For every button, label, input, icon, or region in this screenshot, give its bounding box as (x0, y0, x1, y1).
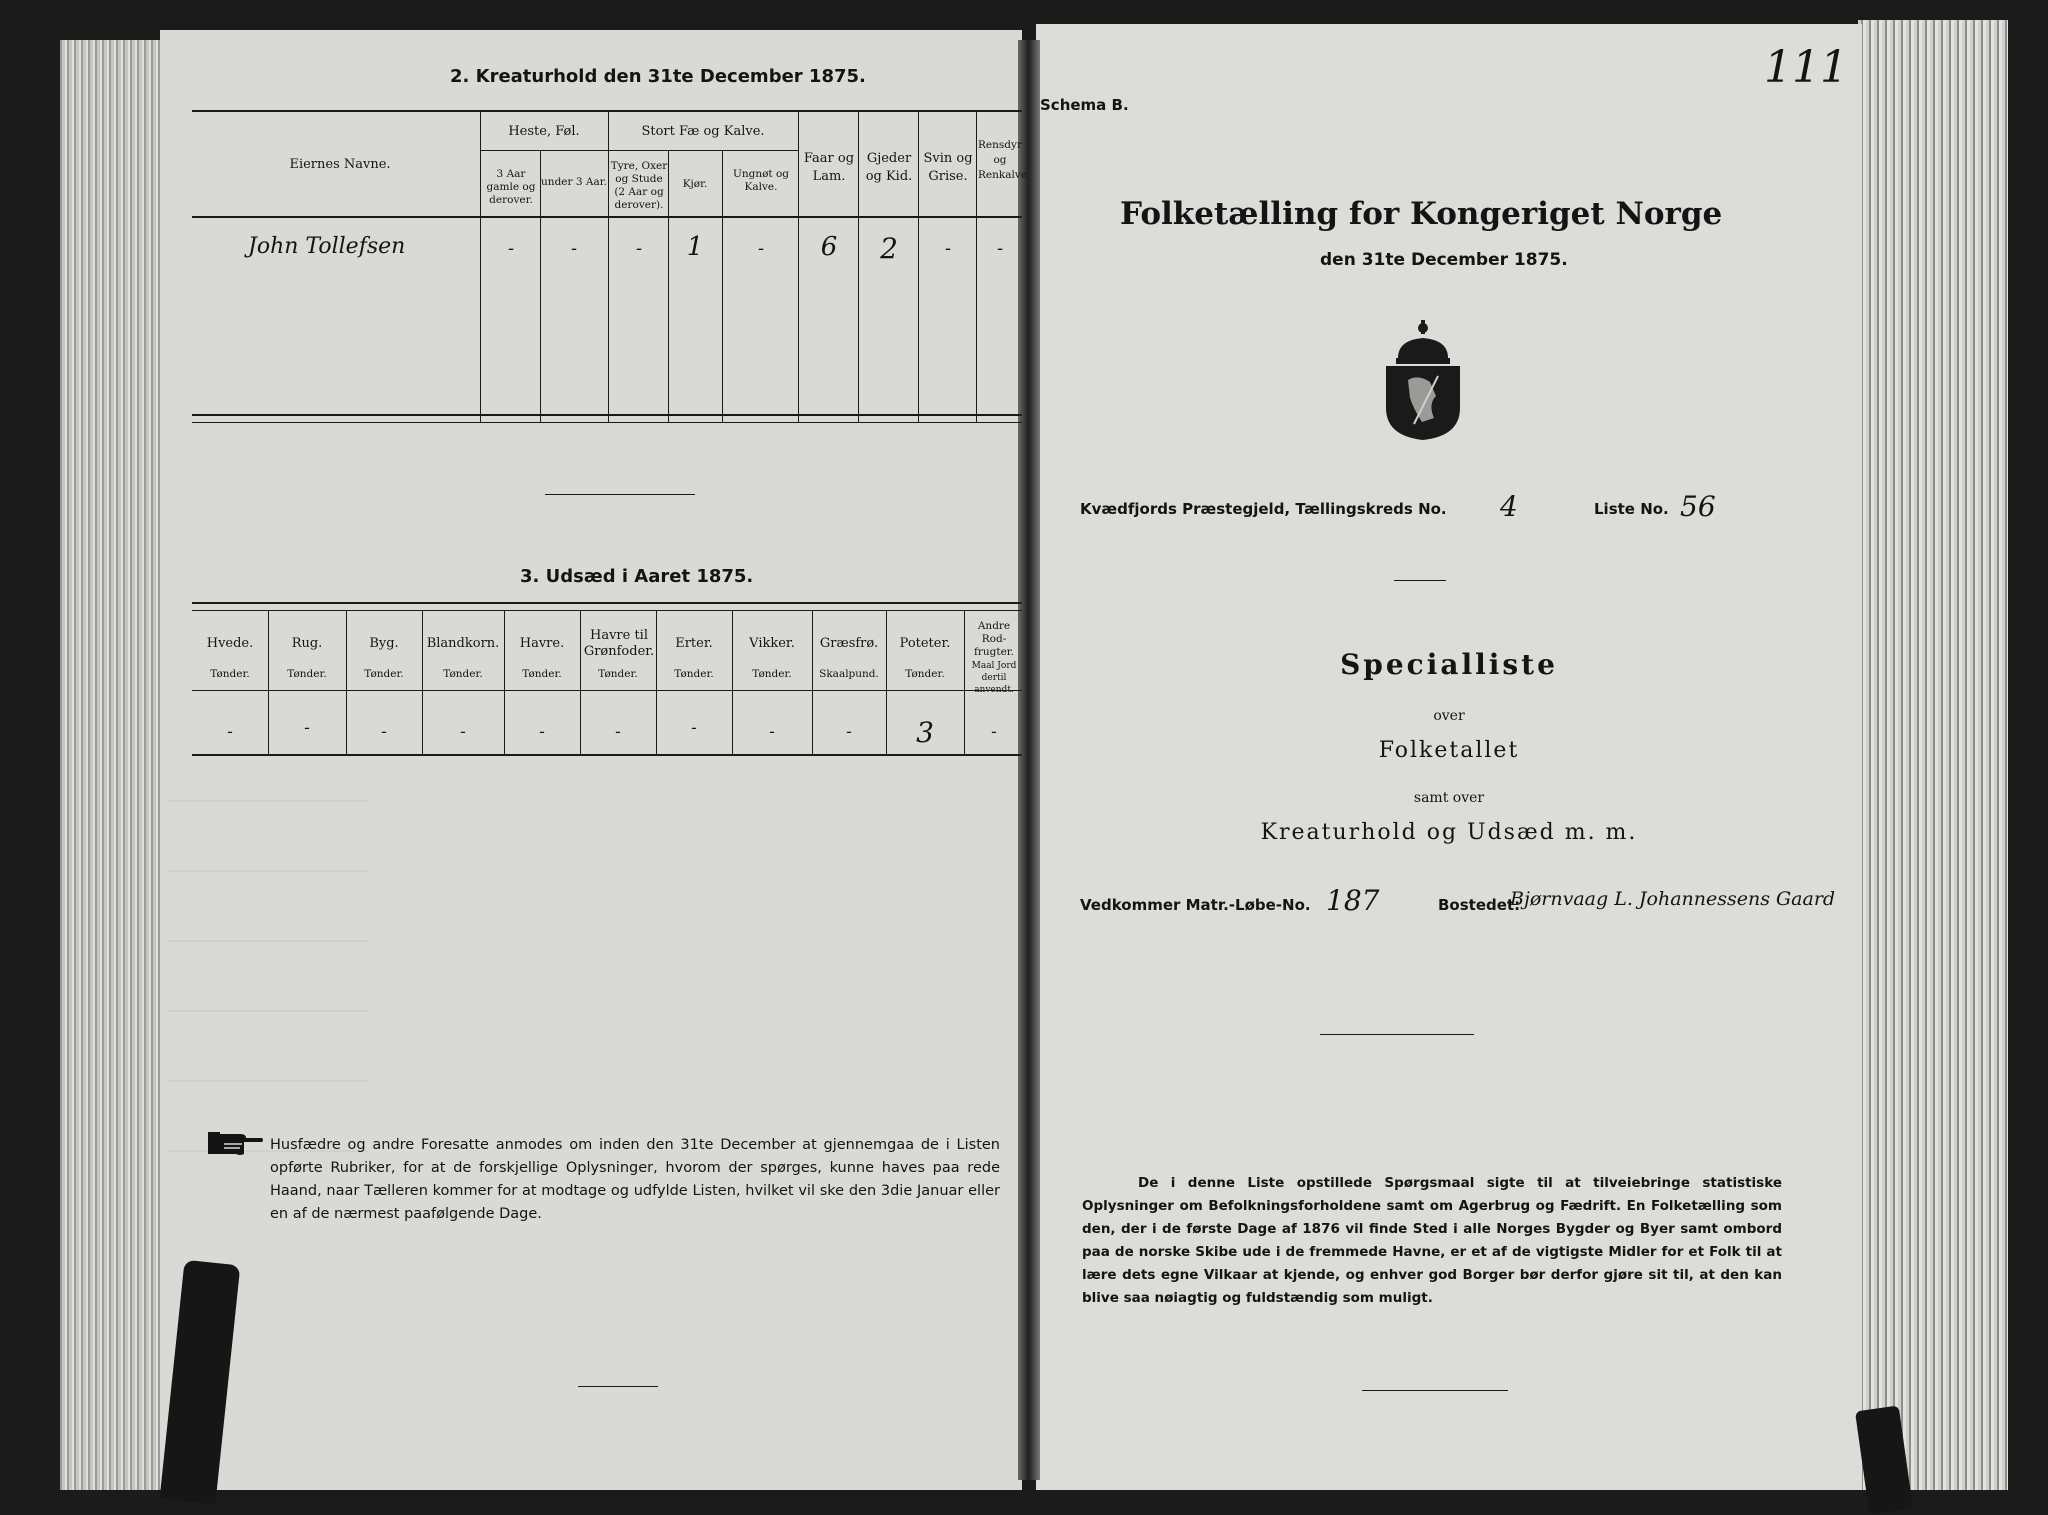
sowing-col-name: Hvede. (206, 636, 254, 651)
book-edge-left (60, 40, 164, 1490)
sowing-value: - (304, 718, 310, 738)
sowing-col-name: Havre til Grønfoder. (583, 628, 655, 659)
footer-note: De i denne Liste opstillede Spørgsmaal sigte til at tilveiebringe statistiske Oplysninger om Befolkningsforholdene samt om Agerbrug og Fædrift. En Folketælling som den, der i de første Dage af 1876 vil finde Sted i alle Norges Bygder og Byer samt ombord paa de norske Skibe ude i de fremmede Havne, er et af de vigtigste Midler for et Folk til at lære dets egne Vilkaar at kjende, og enhver god Borger bør derfor gjøre sit til, at den kan blive saa nøiagtig og fuldstændig som muligt. (1082, 1175, 1782, 1306)
sowing-value: - (227, 722, 233, 742)
livestock-value: - (944, 238, 952, 259)
kjor-header: Kjør. (682, 178, 708, 190)
coat-of-arms-icon (1378, 318, 1468, 442)
bosted-value: Bjørnvaag L. Johannessens Gaard (1510, 888, 1836, 910)
sowing-value: - (846, 722, 852, 742)
sowing-col-name: Græsfrø. (819, 636, 879, 651)
sowing-col-unit: Tønder. (210, 668, 250, 680)
faar-header: Faar og Lam. (803, 151, 855, 184)
page-number: 111 (1764, 42, 1848, 93)
livestock-value: 2 (880, 232, 898, 265)
separator (1394, 580, 1446, 581)
livestock-value: - (996, 238, 1004, 259)
section3-title: 3. Udsæd i Aaret 1875. (520, 566, 754, 587)
folketallet-heading: Folketallet (1378, 738, 1520, 763)
gjeder-header: Gjeder og Kid. (865, 151, 913, 184)
livestock-value: 1 (686, 232, 704, 262)
livestock-value: - (757, 238, 765, 259)
census-date: den 31te December 1875. (1320, 250, 1568, 270)
liste-number: 56 (1680, 490, 1716, 523)
sowing-col-unit: Tønder. (598, 668, 638, 680)
sowing-col-name: Vikker. (749, 636, 795, 651)
stort-group-header: Stort Fæ og Kalve. (641, 124, 765, 139)
schema-label: Schema B. (1040, 96, 1129, 114)
sowing-value: - (769, 722, 775, 742)
sowing-col-name: Blandkorn. (426, 636, 500, 651)
book-edge-right (1858, 20, 2008, 1490)
livestock-value: 6 (820, 232, 838, 262)
matr-number: 187 (1326, 884, 1380, 917)
samt-over-text: samt over (1413, 790, 1485, 806)
sowing-col-unit: Tønder. (443, 668, 483, 680)
district-number: 4 (1500, 490, 1518, 523)
sowing-col-unit: Tønder. (674, 668, 714, 680)
sowing-col-unit: Maal Jord dertil anvendt. (971, 661, 1017, 695)
livestock-value: - (570, 238, 578, 259)
sowing-value: 3 (916, 716, 934, 749)
sowing-value: - (991, 722, 997, 742)
household-notice: Husfædre og andre Foresatte anmodes om inden den 31te December at gjennemgaa de i Listen opførte Rubriker, for at de forskjellige Oplysninger, hvorom der spørges, kunne haves paa rede Haand, naar Tælleren kommer for at modtage og udfylde Listen, hvilket vil ske den 3die Januar eller en af de nærmest paafølgende Dage. (270, 1137, 1000, 1222)
sowing-col-name: Poteter. (899, 636, 951, 651)
kreaturhold-heading: Kreaturhold og Udsæd m. m. (1260, 820, 1638, 845)
sowing-col-name: Andre Rod-frugter. (973, 620, 1015, 658)
separator (578, 1386, 658, 1387)
owner-name-value: John Tollefsen (248, 234, 406, 259)
sowing-col-unit: Tønder. (905, 668, 945, 680)
sowing-col-name: Erter. (675, 636, 713, 651)
heste-3aar-header: 3 Aar gamle og derover. (486, 168, 536, 206)
sowing-value: - (615, 722, 621, 742)
district-prefix: Kvædfjords Præstegjeld, Tællingskreds No. (1080, 500, 1447, 518)
section2-title: 2. Kreaturhold den 31te December 1875. (450, 66, 866, 87)
separator (545, 494, 695, 495)
rensdyr-header: Rensdyr og Renkalve (978, 139, 1028, 181)
heste-group-header: Heste, Føl. (508, 124, 580, 139)
specialliste-heading: Specialliste (1340, 648, 1558, 681)
sowing-col-name: Byg. (369, 636, 399, 651)
heste-under3-header: under 3 Aar. (541, 176, 607, 188)
separator (1362, 1390, 1508, 1391)
tyre-header: Tyre, Oxer og Stude (2 Aar og derover). (610, 160, 668, 211)
sowing-value: - (381, 722, 387, 742)
bosted-label: Bostedet: (1438, 896, 1521, 914)
sowing-value: - (691, 718, 697, 738)
ungnot-header: Ungnøt og Kalve. (732, 168, 790, 193)
sowing-col-unit: Tønder. (287, 668, 327, 680)
sowing-col-name: Rug. (291, 636, 323, 651)
sowing-col-unit: Skaalpund. (819, 668, 879, 680)
livestock-value: - (635, 238, 643, 259)
sowing-value: - (539, 722, 545, 742)
pointing-hand-icon (206, 1126, 264, 1160)
sowing-col-unit: Tønder. (364, 668, 404, 680)
census-title: Folketælling for Kongeriget Norge (1120, 196, 1723, 232)
over-text: over (1433, 708, 1465, 724)
sowing-col-unit: Tønder. (522, 668, 562, 680)
liste-label: Liste No. (1594, 500, 1669, 518)
livestock-value: - (507, 238, 515, 259)
owner-name-header: Eiernes Navne. (289, 157, 391, 172)
matr-label: Vedkommer Matr.-Løbe-No. (1080, 896, 1311, 914)
sowing-value: - (460, 722, 466, 742)
separator (1320, 1034, 1474, 1035)
sowing-col-unit: Tønder. (752, 668, 792, 680)
sowing-col-name: Havre. (519, 636, 565, 651)
svin-header: Svin og Grise. (923, 151, 973, 184)
